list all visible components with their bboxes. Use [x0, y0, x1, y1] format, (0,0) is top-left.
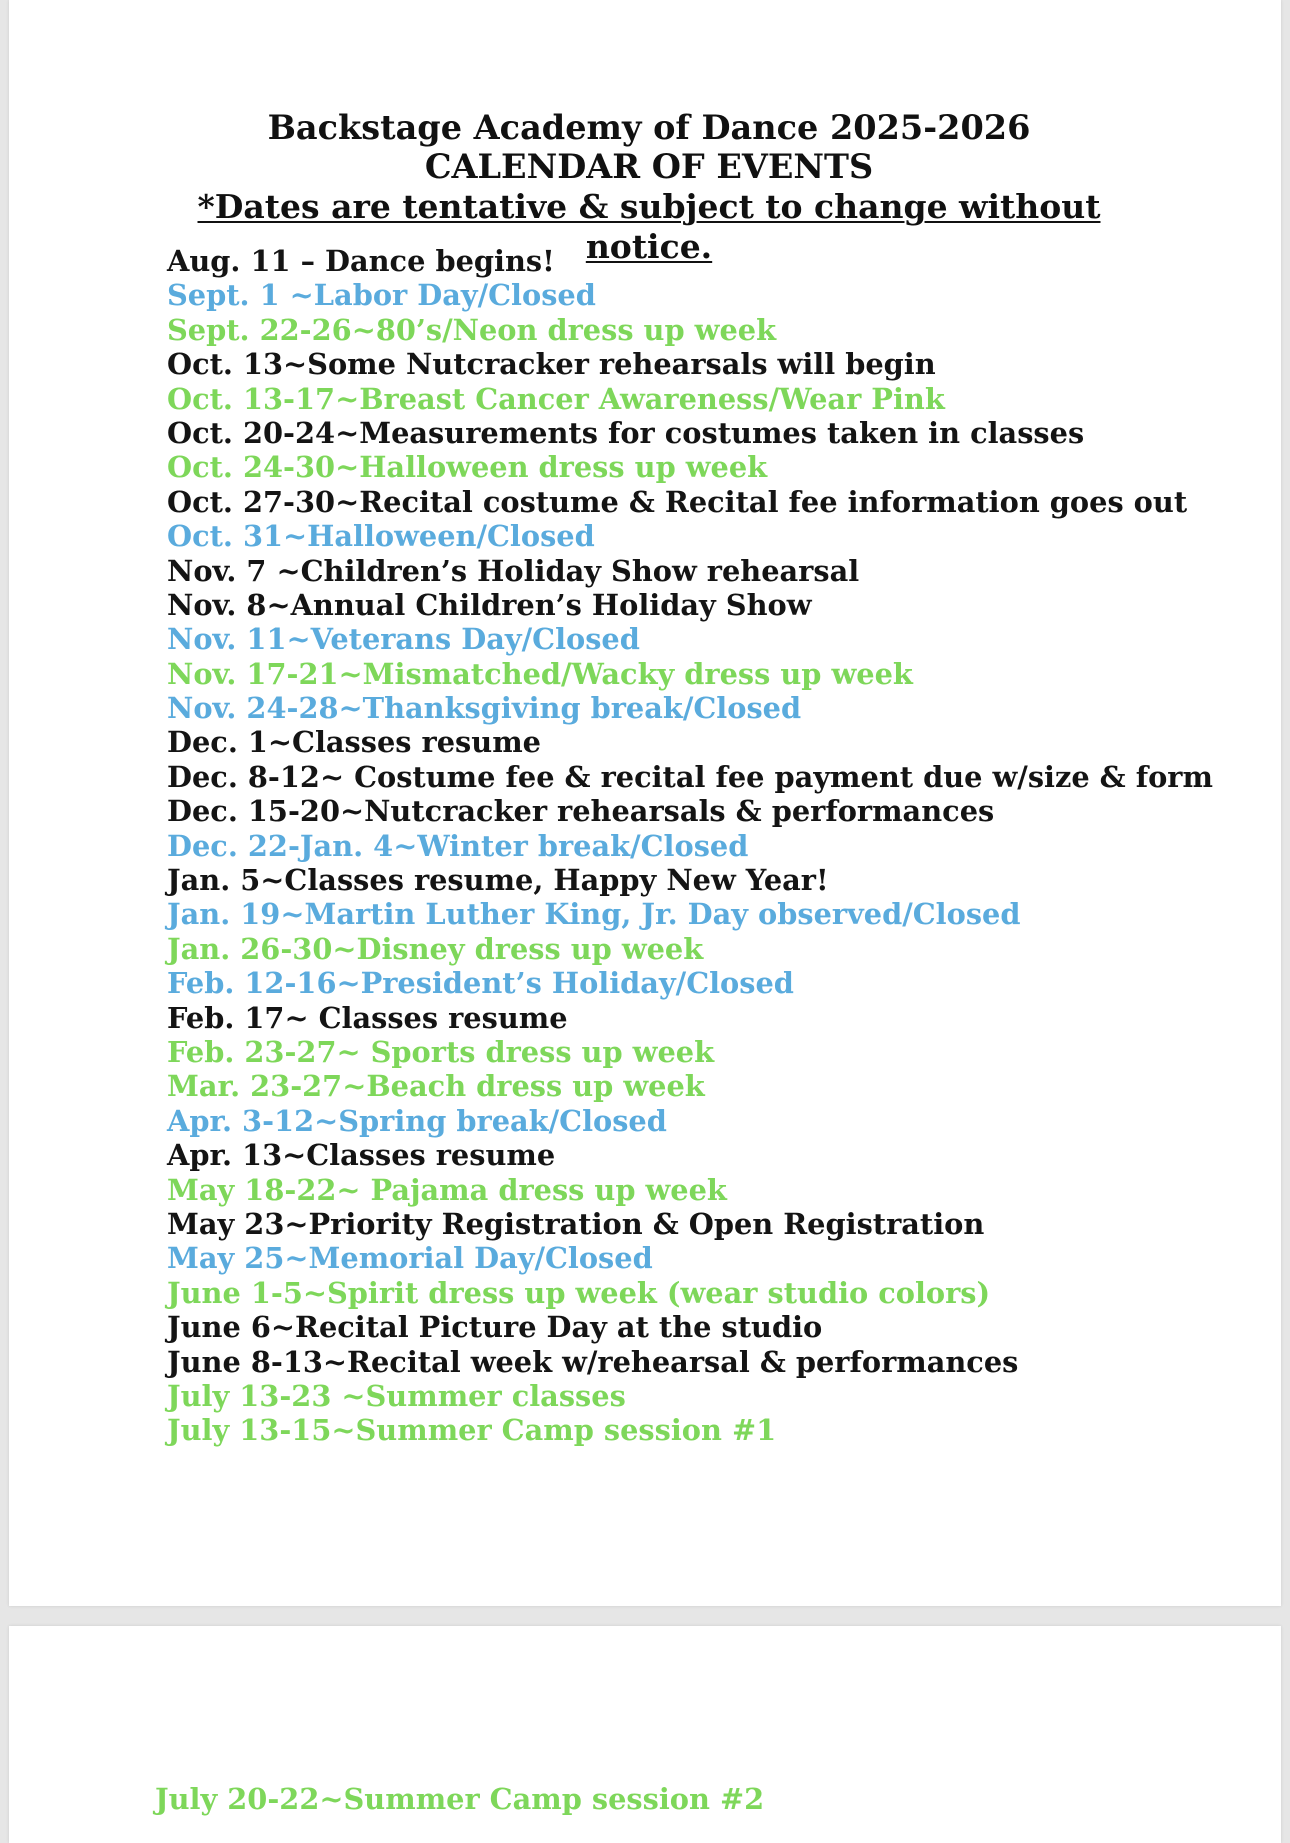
event-row: Nov. 7 ~Children’s Holiday Show rehearsal — [167, 553, 860, 588]
event-row: Dec. 8-12~ Costume fee & recital fee payment due w/size & form — [167, 759, 1213, 794]
event-row: Jan. 5~Classes resume, Happy New Year! — [167, 863, 829, 898]
event-row: May 18-22~ Pajama dress up week — [167, 1172, 727, 1207]
event-row: May 23~Priority Registration & Open Registration — [167, 1206, 985, 1241]
event-row: Oct. 31~Halloween/Closed — [167, 519, 595, 554]
event-row: Sept. 22-26~80’s/Neon dress up week — [167, 312, 777, 347]
event-row: Nov. 24-28~Thanksgiving break/Closed — [167, 691, 802, 726]
event-row: Nov. 17-21~Mismatched/Wacky dress up week — [167, 656, 913, 691]
calendar-title: Backstage Academy of Dance 2025-2026 CALENDAR OF EVENTS — [267, 108, 1031, 186]
event-row: Apr. 3-12~Spring break/Closed — [167, 1103, 667, 1138]
document-page-1 — [9, 0, 1281, 1606]
event-row: Nov. 11~Veterans Day/Closed — [167, 622, 640, 657]
event-row: Dec. 15-20~Nutcracker rehearsals & performances — [167, 794, 995, 829]
event-row: Jan. 19~Martin Luther King, Jr. Day observed/Closed — [167, 897, 1021, 932]
event-row: Mar. 23-27~Beach dress up week — [167, 1069, 705, 1104]
event-row: Feb. 17~ Classes resume — [167, 1000, 568, 1035]
event-row: June 8-13~Recital week w/rehearsal & performances — [167, 1344, 1019, 1379]
events-list — [167, 244, 1213, 1448]
tentative-dates-notice: *Dates are tentative & subject to change without notice. — [197, 187, 1101, 266]
event-row: Feb. 12-16~President’s Holiday/Closed — [167, 966, 794, 1001]
event-row: Dec. 22-Jan. 4~Winter break/Closed — [167, 828, 749, 863]
event-row: Oct. 13-17~Breast Cancer Awareness/Wear Pink — [167, 381, 945, 416]
event-row: July 13-15~Summer Camp session #1 — [167, 1413, 777, 1448]
event-row: Nov. 8~Annual Children’s Holiday Show — [167, 587, 812, 622]
event-row: Oct. 13~Some Nutcracker rehearsals will begin — [167, 347, 936, 382]
event-row: Aug. 11 – Dance begins! — [167, 244, 555, 278]
event-row: Dec. 1~Classes resume — [167, 725, 541, 760]
event-row: May 25~Memorial Day/Closed — [167, 1241, 653, 1276]
event-row: Oct. 24-30~Halloween dress up week — [167, 450, 768, 485]
event-row: Oct. 27-30~Recital costume & Recital fee information goes out — [167, 484, 1188, 519]
event-row: Apr. 13~Classes resume — [167, 1138, 556, 1173]
event-row: Sept. 1 ~Labor Day/Closed — [167, 278, 596, 313]
event-row: June 1-5~Spirit dress up week (wear studio colors) — [167, 1275, 991, 1310]
document-page-2 — [9, 1626, 1281, 1843]
event-row: June 6~Recital Picture Day at the studio — [167, 1310, 823, 1345]
event-row: Oct. 20-24~Measurements for costumes taken in classes — [167, 415, 1085, 450]
event-row: July 13-23 ~Summer classes — [167, 1378, 626, 1413]
event-row: Feb. 23-27~ Sports dress up week — [167, 1034, 715, 1069]
event-row: Jan. 26-30~Disney dress up week — [167, 931, 704, 966]
event-summer-camp-session-2: July 20-22~Summer Camp session #2 — [155, 1782, 765, 1816]
